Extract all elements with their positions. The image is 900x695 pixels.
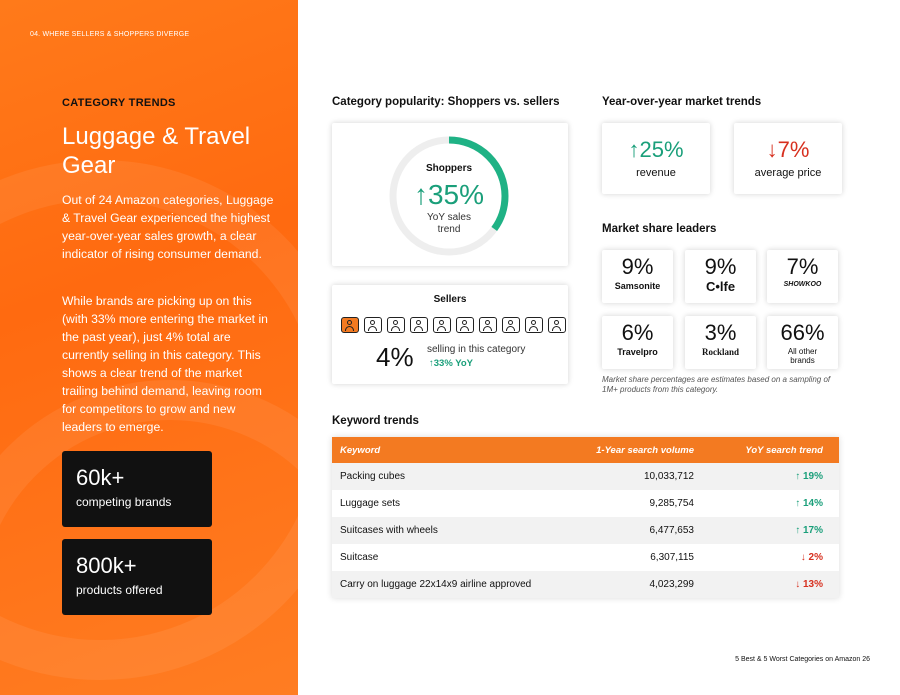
keyword-cell: Packing cubes bbox=[340, 471, 406, 482]
person-icon bbox=[525, 317, 543, 333]
share-value: 9% bbox=[621, 254, 654, 279]
table-body bbox=[332, 463, 839, 598]
header-trend: YoY search trend bbox=[745, 444, 823, 456]
stat-value: 60k+ bbox=[76, 465, 125, 490]
header-volume: 1-Year search volume bbox=[596, 444, 694, 456]
keyword-cell: Suitcase bbox=[340, 552, 379, 563]
table-header bbox=[332, 437, 839, 463]
person-icon bbox=[410, 317, 428, 333]
sellers-card bbox=[332, 285, 568, 384]
volume-cell: 9,285,754 bbox=[649, 498, 694, 509]
share-value: 9% bbox=[704, 254, 737, 279]
keyword-cell: Luggage sets bbox=[340, 498, 401, 509]
seller-icons bbox=[341, 317, 566, 333]
yoy-price-card bbox=[734, 123, 842, 194]
yoy-revenue-card bbox=[602, 123, 710, 194]
shoppers-label: Shoppers bbox=[425, 163, 473, 174]
person-icon bbox=[433, 317, 451, 333]
brand-logo: SHOWKOO bbox=[783, 281, 822, 288]
keyword-table bbox=[332, 437, 839, 598]
volume-cell: 10,033,712 bbox=[643, 471, 694, 482]
table-row bbox=[332, 490, 839, 517]
shoppers-value: ↑35% bbox=[413, 179, 485, 210]
left-panel bbox=[0, 0, 298, 695]
person-icon bbox=[502, 317, 520, 333]
person-icon bbox=[341, 317, 359, 333]
yoy-label: average price bbox=[754, 167, 822, 179]
category-trends-label: CATEGORY TRENDS bbox=[62, 97, 176, 109]
keyword-cell: Carry on luggage 22x14x9 airline approved bbox=[340, 579, 532, 590]
shoppers-sub-line2: trend bbox=[437, 224, 461, 235]
brand-logo: Travelpro bbox=[617, 347, 658, 357]
brand-label: All other brands bbox=[787, 347, 818, 365]
page-title: Luggage & Travel Gear bbox=[62, 123, 251, 179]
market-share-card bbox=[767, 316, 838, 369]
person-icon bbox=[456, 317, 474, 333]
table-row bbox=[332, 571, 839, 598]
trend-cell: ↓ 13% bbox=[795, 579, 823, 590]
market-share-card bbox=[767, 250, 838, 303]
volume-cell: 6,477,653 bbox=[649, 525, 694, 536]
person-icon bbox=[548, 317, 566, 333]
market-share-card bbox=[602, 316, 673, 369]
stat-value: 800k+ bbox=[76, 553, 137, 578]
sellers-trend: ↑33% YoY bbox=[429, 358, 474, 369]
stat-competing-brands bbox=[62, 451, 212, 527]
intro-paragraph: Out of 24 Amazon categories, Luggage & Travel Gear experienced the highest year-over-year sales growth, a clear indicator of rising consumer demand. bbox=[62, 193, 274, 261]
trend-cell: ↑ 14% bbox=[795, 498, 823, 509]
table-row bbox=[332, 517, 839, 544]
table-row bbox=[332, 463, 839, 490]
header-keyword: Keyword bbox=[340, 444, 381, 456]
section-eyebrow: 04. WHERE SELLERS & SHOPPERS DIVERGE bbox=[30, 31, 190, 38]
volume-cell: 4,023,299 bbox=[649, 579, 694, 590]
market-share-card bbox=[685, 250, 756, 303]
trend-cell: ↑ 19% bbox=[795, 471, 823, 482]
brand-logo: C•lfe bbox=[705, 279, 736, 294]
brand-logo: Samsonite bbox=[614, 281, 661, 291]
market-share-card bbox=[602, 250, 673, 303]
market-share-title: Market share leaders bbox=[602, 223, 717, 235]
person-icon bbox=[364, 317, 382, 333]
popularity-title: Category popularity: Shoppers vs. sellers bbox=[332, 96, 560, 108]
shoppers-sub-line1: YoY sales bbox=[427, 212, 471, 223]
yoy-label: revenue bbox=[636, 167, 676, 179]
volume-cell: 6,307,115 bbox=[650, 552, 694, 563]
stat-label: products offered bbox=[76, 583, 163, 597]
share-value: 3% bbox=[704, 320, 737, 345]
trend-cell: ↑ 17% bbox=[795, 525, 823, 536]
yoy-value: ↑25% bbox=[628, 137, 684, 162]
page-footer: 5 Best & 5 Worst Categories on Amazon 26 bbox=[735, 656, 870, 663]
shoppers-card bbox=[332, 123, 568, 266]
sellers-value: 4% bbox=[376, 342, 414, 372]
share-value: 6% bbox=[621, 320, 654, 345]
stat-products-offered bbox=[62, 539, 212, 615]
keyword-cell: Suitcases with wheels bbox=[340, 525, 438, 536]
trend-cell: ↓ 2% bbox=[800, 552, 823, 563]
share-value: 66% bbox=[780, 320, 825, 345]
brand-logo: Rockland bbox=[701, 347, 739, 357]
market-share-card bbox=[685, 316, 756, 369]
stat-label: competing brands bbox=[76, 495, 172, 509]
share-value: 7% bbox=[786, 254, 819, 279]
keyword-trends-title: Keyword trends bbox=[332, 415, 419, 427]
person-icon bbox=[387, 317, 405, 333]
table-row bbox=[332, 544, 839, 571]
sellers-sub: selling in this category bbox=[427, 344, 526, 355]
sellers-label: Sellers bbox=[433, 294, 467, 305]
shoppers-sub bbox=[386, 212, 512, 236]
market-share-note: Market share percentages are estimates based on a sampling of 1M+ products from this category. bbox=[602, 375, 831, 394]
yoy-value: ↓7% bbox=[766, 137, 810, 162]
person-icon bbox=[479, 317, 497, 333]
analysis-paragraph: While brands are picking up on this (with 33% more entering the market in the past year), just 4% total are currently selling in this category. This shows a clear trend of the market trailing behind demand, leaving room for competitors to grow and new leaders to emerge. bbox=[62, 294, 268, 434]
yoy-title: Year-over-year market trends bbox=[602, 96, 762, 108]
